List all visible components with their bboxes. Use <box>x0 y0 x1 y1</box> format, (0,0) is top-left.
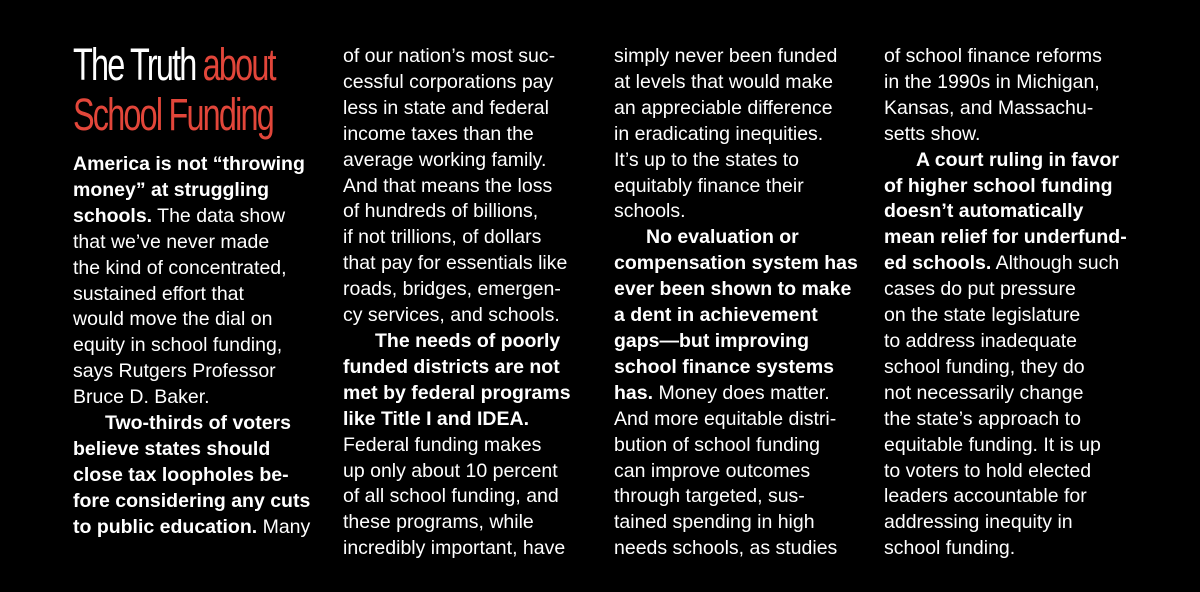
bold-lead-text: gaps—but improving <box>614 329 809 352</box>
text-line <box>884 459 1134 485</box>
bold-lead-text: America is not “throwing <box>73 153 305 175</box>
text-line <box>343 433 593 459</box>
text-line <box>884 70 1134 96</box>
body-text: through targeted, sus- <box>614 485 805 508</box>
text-line <box>884 355 1134 381</box>
title-line-2: School Funding <box>73 89 273 140</box>
bold-lead-text: A court ruling in favor <box>916 148 1119 171</box>
body-text: less in state and federal <box>343 96 549 119</box>
body-text: And that means the loss <box>343 174 553 197</box>
bold-lead-text: No evaluation or <box>646 226 799 249</box>
body-text: cy services, and schools. <box>343 304 560 327</box>
text-line <box>73 152 323 178</box>
body-text: Kansas, and Massachu- <box>884 96 1094 119</box>
body-text: these programs, while <box>343 511 534 534</box>
text-line <box>614 277 864 303</box>
bold-lead-text: funded districts are not <box>343 355 560 378</box>
column-3-text <box>614 44 864 562</box>
bold-lead-text: doesn’t automatically <box>884 200 1084 223</box>
text-line <box>73 359 323 385</box>
text-line <box>343 70 593 96</box>
body-text: tained spending in high <box>614 511 815 534</box>
body-text: up only about 10 percent <box>343 459 558 482</box>
text-line <box>73 230 323 256</box>
article-title <box>73 40 318 140</box>
bold-lead-text: schools. <box>73 204 153 227</box>
body-text: the kind of concentrated, <box>73 256 287 279</box>
body-text: of hundreds of billions, <box>343 200 539 223</box>
body-text: of our nation’s most suc- <box>343 45 556 67</box>
body-text: equitably finance their <box>614 174 804 197</box>
body-text: that we’ve never made <box>73 230 270 253</box>
text-line <box>343 381 593 407</box>
body-text: simply never been funded <box>614 45 838 67</box>
column-1-text <box>73 152 323 541</box>
text-line <box>614 251 864 277</box>
body-text: addressing inequity in <box>884 511 1073 534</box>
text-line <box>343 407 593 433</box>
text-line <box>884 277 1134 303</box>
body-text: equity in school funding, <box>73 334 283 357</box>
text-line <box>73 333 323 359</box>
text-line <box>614 44 864 70</box>
text-line <box>884 381 1134 407</box>
body-text: says Rutgers Professor <box>73 360 276 383</box>
body-text: bution of school funding <box>614 433 820 456</box>
body-text: sustained effort that <box>73 282 244 305</box>
body-text: school funding, they do <box>884 355 1085 378</box>
body-text: to address inadequate <box>884 329 1077 352</box>
column-4 <box>884 44 1134 562</box>
text-line <box>343 174 593 200</box>
text-line <box>343 510 593 536</box>
text-line <box>73 437 323 463</box>
text-line <box>884 44 1134 70</box>
body-text: equitable funding. It is up <box>884 433 1101 456</box>
body-text: at levels that would make <box>614 70 833 93</box>
body-text: of school finance reforms <box>884 45 1102 67</box>
text-line <box>884 329 1134 355</box>
text-line <box>614 381 864 407</box>
column-3 <box>614 44 864 562</box>
text-line <box>73 204 323 230</box>
body-text: cases do put pressure <box>884 278 1076 301</box>
bold-lead-text: to public education. <box>73 515 258 538</box>
text-line <box>343 122 593 148</box>
text-line <box>884 199 1134 225</box>
bold-lead-text: school finance systems <box>614 355 835 378</box>
text-line <box>73 282 323 308</box>
column-1 <box>73 40 323 541</box>
text-line <box>884 122 1134 148</box>
bold-lead-text: compensation system has <box>614 252 858 275</box>
body-text: that pay for essentials like <box>343 252 568 275</box>
body-text: incredibly important, have <box>343 537 566 560</box>
text-line <box>73 307 323 333</box>
bold-lead-text: has. <box>614 381 654 404</box>
body-text: can improve outcomes <box>614 459 811 482</box>
text-line <box>614 96 864 122</box>
bold-lead-text: ed schools. <box>884 252 992 275</box>
text-line <box>884 407 1134 433</box>
text-line <box>343 303 593 329</box>
body-text: It’s up to the states to <box>614 148 800 171</box>
text-line <box>343 484 593 510</box>
text-line <box>884 96 1134 122</box>
body-text: setts show. <box>884 122 981 145</box>
body-text: cessful corporations pay <box>343 70 554 93</box>
text-line <box>884 536 1134 562</box>
text-line <box>343 44 593 70</box>
text-line <box>614 433 864 459</box>
text-line <box>73 489 323 515</box>
body-text: the state’s approach to <box>884 407 1081 430</box>
body-text: average working family. <box>343 148 547 171</box>
body-text: roads, bridges, emergen- <box>343 278 561 301</box>
text-line <box>343 277 593 303</box>
bold-lead-text: close tax loopholes be- <box>73 463 289 486</box>
body-text: in the 1990s in Michigan, <box>884 70 1100 93</box>
bold-lead-text: ever been shown to make <box>614 278 852 301</box>
text-line <box>884 148 1134 174</box>
body-text: Money does matter. <box>653 381 830 404</box>
title-part-2: about <box>202 39 275 90</box>
text-line <box>614 303 864 329</box>
text-line <box>614 70 864 96</box>
body-text: Many <box>257 515 311 538</box>
text-line <box>614 148 864 174</box>
text-line <box>884 225 1134 251</box>
text-line <box>614 407 864 433</box>
bold-lead-text: a dent in achievement <box>614 304 818 327</box>
bold-lead-text: The needs of poorly <box>375 329 561 352</box>
body-text: income taxes than the <box>343 122 534 145</box>
body-text: school funding. <box>884 537 1016 560</box>
text-line <box>614 199 864 225</box>
bold-lead-text: Two-thirds of voters <box>105 412 291 435</box>
body-text: And more equitable distri- <box>614 407 837 430</box>
text-line <box>884 251 1134 277</box>
text-line <box>73 411 323 437</box>
column-2 <box>343 44 593 562</box>
text-line <box>343 199 593 225</box>
text-line <box>343 225 593 251</box>
text-line <box>884 433 1134 459</box>
text-line <box>614 174 864 200</box>
body-text: Federal funding makes <box>343 433 542 456</box>
body-text: Bruce D. Baker. <box>73 386 210 409</box>
text-line <box>614 225 864 251</box>
text-line <box>884 174 1134 200</box>
body-text: to voters to hold elected <box>884 459 1092 482</box>
text-line <box>614 459 864 485</box>
bold-lead-text: of higher school funding <box>884 174 1113 197</box>
text-line <box>343 148 593 174</box>
body-text: not necessarily change <box>884 381 1084 404</box>
column-2-text <box>343 44 593 562</box>
body-text: The data show <box>152 204 286 227</box>
body-text: leaders accountable for <box>884 485 1087 508</box>
bold-lead-text: believe states should <box>73 437 271 460</box>
body-text: would move the dial on <box>73 308 273 331</box>
text-line <box>614 484 864 510</box>
text-line <box>343 355 593 381</box>
text-line <box>884 303 1134 329</box>
text-line <box>343 251 593 277</box>
text-line <box>884 510 1134 536</box>
text-line <box>343 329 593 355</box>
text-line <box>73 178 323 204</box>
text-line <box>73 463 323 489</box>
text-line <box>73 385 323 411</box>
text-line <box>614 536 864 562</box>
body-text: needs schools, as studies <box>614 537 838 560</box>
text-line <box>73 515 323 541</box>
body-text: an appreciable difference <box>614 96 833 119</box>
bold-lead-text: met by federal programs <box>343 381 571 404</box>
bold-lead-text: mean relief for underfund- <box>884 226 1127 249</box>
body-text: in eradicating inequities. <box>614 122 824 145</box>
text-line <box>614 329 864 355</box>
text-line <box>614 355 864 381</box>
bold-lead-text: like Title I and IDEA. <box>343 407 530 430</box>
column-4-text <box>884 44 1134 562</box>
body-text: on the state legislature <box>884 304 1081 327</box>
title-part-1: The Truth <box>73 39 203 90</box>
text-line <box>343 536 593 562</box>
text-line <box>614 122 864 148</box>
bold-lead-text: fore considering any cuts <box>73 489 311 512</box>
body-text: if not trillions, of dollars <box>343 226 542 249</box>
text-line <box>343 96 593 122</box>
text-line <box>884 484 1134 510</box>
body-text: of all school funding, and <box>343 485 559 508</box>
bold-lead-text: money” at struggling <box>73 178 270 201</box>
text-line <box>73 256 323 282</box>
text-line <box>343 459 593 485</box>
body-text: Although such <box>991 252 1120 275</box>
body-text: schools. <box>614 200 686 223</box>
text-line <box>614 510 864 536</box>
